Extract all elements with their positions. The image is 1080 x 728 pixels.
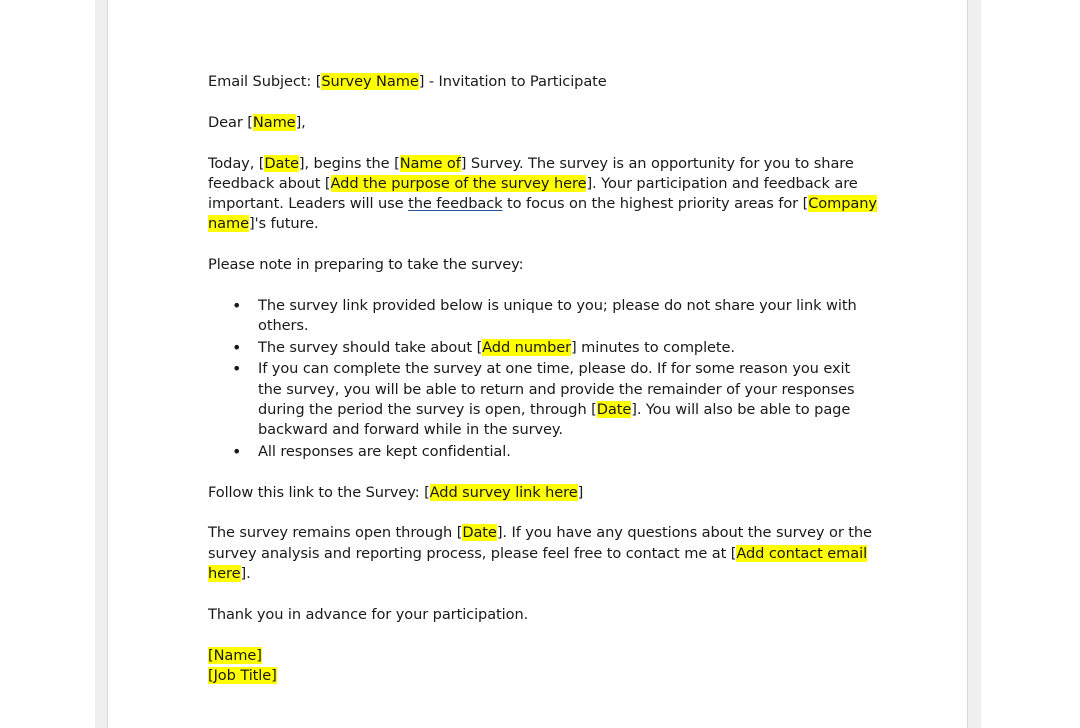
document-page[interactable] <box>108 0 967 728</box>
intro-text-4: ]. Your participation and feedback are important. Leaders will use <box>208 174 858 213</box>
intro-nameof-placeholder: Name of <box>399 154 461 172</box>
greeting-prefix: Dear [ <box>208 113 253 131</box>
contact-email-placeholder: Add contact email here <box>208 544 868 582</box>
list-item <box>258 359 878 440</box>
remains-text-3: ]. <box>240 564 251 582</box>
follow-text-1: Follow this link to the Survey: [ <box>208 483 430 501</box>
intro-text-5: to focus on the highest priority areas for [ <box>502 195 809 213</box>
intro-company-placeholder: Company name <box>208 195 877 233</box>
signature-block <box>208 646 878 687</box>
remains-text-2: ]. If you have any questions about the survey or the survey analysis and reporting process, please feel free to contact me at [ <box>208 524 872 562</box>
document-body[interactable] <box>208 72 878 686</box>
survey-notes-list <box>208 296 878 462</box>
list-item <box>258 296 878 337</box>
list-item <box>258 338 878 358</box>
bullet-text-3a: If you can complete the survey at one time, please do. If for some reason you exit the survey, you will be able to return and provide the remainder of your responses during the period the survey is open, through [ <box>258 360 855 418</box>
bullet-number-placeholder: Add number <box>482 338 572 356</box>
page-right-margin <box>967 0 981 728</box>
bullet-text-3b: ]. You will also be able to page backward and forward while in the survey. <box>258 400 851 439</box>
intro-text-3: ] Survey. The survey is an opportunity for you to share feedback about [ <box>208 154 854 192</box>
subject-prefix: Email Subject: [ <box>208 73 322 90</box>
email-subject-line <box>208 72 878 92</box>
intro-paragraph <box>208 154 878 235</box>
follow-text-2: ] <box>577 483 584 501</box>
intro-text-2: ], begins the [ <box>298 154 400 172</box>
bullet-text-2b: ] minutes to complete. <box>571 338 735 356</box>
subject-suffix: ] - Invitation to Participate <box>418 73 607 90</box>
survey-link-placeholder: Add survey link here <box>429 483 578 501</box>
signature-title-placeholder: [Job Title] <box>208 666 277 684</box>
bullet-date-placeholder: Date <box>596 400 632 418</box>
bullet-text-2a: The survey should take about [ <box>258 338 483 356</box>
intro-date-placeholder: Date <box>264 154 299 172</box>
feedback-link[interactable]: the feedback <box>408 195 503 213</box>
remains-text-1: The survey remains open through [ <box>208 524 463 542</box>
remains-open-paragraph <box>208 523 878 584</box>
bullet-text-4: All responses are kept confidential. <box>258 442 511 460</box>
page-left-margin <box>95 0 108 728</box>
list-item <box>258 442 878 462</box>
greeting-suffix: ], <box>295 113 306 131</box>
greeting-placeholder: Name <box>252 113 296 131</box>
thanks-line: Thank you in advance for your participation. <box>208 605 529 623</box>
greeting-line <box>208 113 878 133</box>
follow-link-line <box>208 483 878 503</box>
intro-text-6: ]'s future. <box>249 215 319 233</box>
remains-date-placeholder: Date <box>462 524 497 542</box>
intro-purpose-placeholder: Add the purpose of the survey here <box>330 174 587 192</box>
subject-placeholder: Survey Name <box>321 73 419 90</box>
bullet-text-1: The survey link provided below is unique to you; please do not share your link with others. <box>258 297 857 335</box>
note-heading: Please note in preparing to take the survey: <box>208 256 524 274</box>
intro-text-1: Today, [ <box>208 154 265 172</box>
signature-name-placeholder: [Name] <box>208 646 262 664</box>
